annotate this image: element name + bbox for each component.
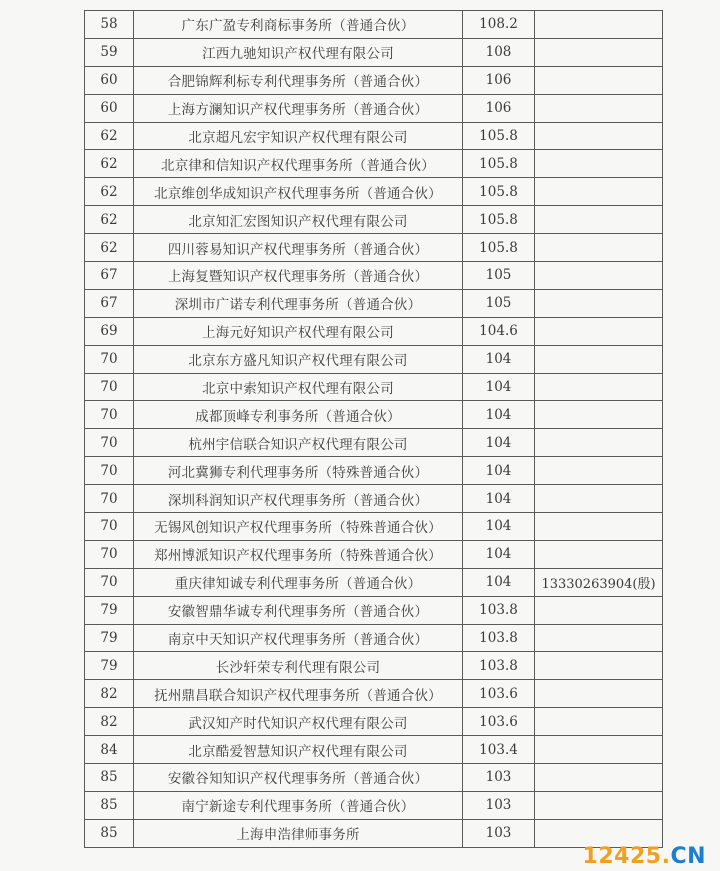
score-cell: 104 xyxy=(463,485,535,513)
rank-cell: 60 xyxy=(85,94,134,122)
rank-cell: 58 xyxy=(85,11,134,39)
agency-name-cell: 北京维创华成知识产权代理事务所（普通合伙） xyxy=(134,178,463,206)
score-cell: 105.8 xyxy=(463,150,535,178)
note-cell xyxy=(535,624,663,652)
agency-name-cell: 杭州宇信联合知识产权代理有限公司 xyxy=(134,429,463,457)
agency-name-cell: 上海方澜知识产权代理事务所（普通合伙） xyxy=(134,94,463,122)
note-cell xyxy=(535,596,663,624)
rank-cell: 67 xyxy=(85,262,134,290)
score-cell: 103 xyxy=(463,764,535,792)
score-cell: 105.8 xyxy=(463,206,535,234)
agency-name-cell: 深圳科润知识产权代理事务所（普通合伙） xyxy=(134,485,463,513)
score-cell: 103.8 xyxy=(463,624,535,652)
rank-cell: 70 xyxy=(85,401,134,429)
note-cell xyxy=(535,38,663,66)
score-cell: 105.8 xyxy=(463,122,535,150)
ranking-table xyxy=(84,10,663,848)
score-cell: 103.6 xyxy=(463,708,535,736)
note-cell xyxy=(535,206,663,234)
note-cell xyxy=(535,150,663,178)
note-cell xyxy=(535,234,663,262)
note-cell xyxy=(535,708,663,736)
score-cell: 103 xyxy=(463,819,535,847)
agency-name-cell: 成都顶峰专利事务所（普通合伙） xyxy=(134,401,463,429)
table-row xyxy=(85,178,663,206)
score-cell: 105 xyxy=(463,289,535,317)
table-row xyxy=(85,596,663,624)
rank-cell: 70 xyxy=(85,373,134,401)
site-watermark xyxy=(583,844,706,869)
note-cell xyxy=(535,736,663,764)
note-cell xyxy=(535,178,663,206)
table-row xyxy=(85,401,663,429)
agency-name-cell: 抚州鼎昌联合知识产权代理事务所（普通合伙） xyxy=(134,680,463,708)
agency-name-cell: 上海复暨知识产权代理事务所（普通合伙） xyxy=(134,262,463,290)
table-row xyxy=(85,429,663,457)
table-row xyxy=(85,150,663,178)
table-row xyxy=(85,94,663,122)
score-cell: 104 xyxy=(463,429,535,457)
note-cell xyxy=(535,262,663,290)
score-cell: 103 xyxy=(463,791,535,819)
table-row xyxy=(85,736,663,764)
score-cell: 105 xyxy=(463,262,535,290)
table-row xyxy=(85,457,663,485)
rank-cell: 70 xyxy=(85,485,134,513)
note-cell xyxy=(535,373,663,401)
score-cell: 103.8 xyxy=(463,596,535,624)
table-row xyxy=(85,66,663,94)
agency-name-cell: 北京酷爱智慧知识产权代理有限公司 xyxy=(134,736,463,764)
note-cell xyxy=(535,680,663,708)
note-cell xyxy=(535,791,663,819)
table-row xyxy=(85,206,663,234)
note-cell xyxy=(535,66,663,94)
score-cell: 106 xyxy=(463,94,535,122)
rank-cell: 79 xyxy=(85,624,134,652)
rank-cell: 70 xyxy=(85,457,134,485)
rank-cell: 62 xyxy=(85,206,134,234)
score-cell: 104 xyxy=(463,457,535,485)
table-row xyxy=(85,708,663,736)
note-cell xyxy=(535,345,663,373)
agency-name-cell: 广东广盈专利商标事务所（普通合伙） xyxy=(134,11,463,39)
note-cell xyxy=(535,457,663,485)
score-cell: 104 xyxy=(463,373,535,401)
rank-cell: 62 xyxy=(85,122,134,150)
rank-cell: 70 xyxy=(85,540,134,568)
score-cell: 103.8 xyxy=(463,652,535,680)
table-row xyxy=(85,11,663,39)
agency-name-cell: 安徽谷知知识产权代理事务所（普通合伙） xyxy=(134,764,463,792)
note-cell xyxy=(535,289,663,317)
ranking-table-body xyxy=(85,11,663,848)
agency-name-cell: 北京东方盛凡知识产权代理有限公司 xyxy=(134,345,463,373)
rank-cell: 62 xyxy=(85,150,134,178)
rank-cell: 82 xyxy=(85,708,134,736)
score-cell: 103.6 xyxy=(463,680,535,708)
rank-cell: 85 xyxy=(85,819,134,847)
agency-name-cell: 长沙轩荣专利代理有限公司 xyxy=(134,652,463,680)
score-cell: 104.6 xyxy=(463,317,535,345)
agency-name-cell: 北京知汇宏图知识产权代理有限公司 xyxy=(134,206,463,234)
rank-cell: 79 xyxy=(85,652,134,680)
rank-cell: 67 xyxy=(85,289,134,317)
agency-name-cell: 江西九驰知识产权代理有限公司 xyxy=(134,38,463,66)
score-cell: 108 xyxy=(463,38,535,66)
note-cell xyxy=(535,764,663,792)
rank-cell: 70 xyxy=(85,568,134,596)
agency-name-cell: 合肥锦辉利标专利代理事务所（普通合伙） xyxy=(134,66,463,94)
rank-cell: 70 xyxy=(85,345,134,373)
agency-name-cell: 深圳市广诺专利代理事务所（普通合伙） xyxy=(134,289,463,317)
score-cell: 105.8 xyxy=(463,178,535,206)
rank-cell: 70 xyxy=(85,513,134,541)
table-row xyxy=(85,122,663,150)
table-row xyxy=(85,791,663,819)
score-cell: 106 xyxy=(463,66,535,94)
rank-cell: 60 xyxy=(85,66,134,94)
score-cell: 103.4 xyxy=(463,736,535,764)
note-cell xyxy=(535,401,663,429)
table-row xyxy=(85,819,663,847)
table-row xyxy=(85,764,663,792)
agency-name-cell: 北京中索知识产权代理有限公司 xyxy=(134,373,463,401)
score-cell: 104 xyxy=(463,540,535,568)
table-row xyxy=(85,262,663,290)
agency-name-cell: 郑州博派知识产权代理事务所（特殊普通合伙） xyxy=(134,540,463,568)
table-row xyxy=(85,540,663,568)
agency-name-cell: 四川蓉易知识产权代理事务所（普通合伙） xyxy=(134,234,463,262)
rank-cell: 82 xyxy=(85,680,134,708)
rank-cell: 62 xyxy=(85,178,134,206)
score-cell: 104 xyxy=(463,513,535,541)
score-cell: 104 xyxy=(463,401,535,429)
watermark-suffix: CN xyxy=(670,844,706,869)
table-row xyxy=(85,485,663,513)
rank-cell: 62 xyxy=(85,234,134,262)
note-cell xyxy=(535,94,663,122)
rank-cell: 79 xyxy=(85,596,134,624)
score-cell: 104 xyxy=(463,345,535,373)
agency-name-cell: 无锡风创知识产权代理事务所（特殊普通合伙） xyxy=(134,513,463,541)
rank-cell: 69 xyxy=(85,317,134,345)
note-cell: 13330263904(殷) xyxy=(535,568,663,596)
agency-name-cell: 北京律和信知识产权代理事务所（普通合伙） xyxy=(134,150,463,178)
rank-cell: 70 xyxy=(85,429,134,457)
watermark-dot: . xyxy=(661,844,671,869)
agency-name-cell: 武汉知产时代知识产权代理有限公司 xyxy=(134,708,463,736)
table-row xyxy=(85,568,663,596)
table-row xyxy=(85,234,663,262)
table-row xyxy=(85,373,663,401)
agency-name-cell: 重庆律知诚专利代理事务所（普通合伙） xyxy=(134,568,463,596)
agency-name-cell: 南京中天知识产权代理事务所（普通合伙） xyxy=(134,624,463,652)
rank-cell: 84 xyxy=(85,736,134,764)
note-cell xyxy=(535,317,663,345)
score-cell: 104 xyxy=(463,568,535,596)
agency-name-cell: 南宁新途专利代理事务所（普通合伙） xyxy=(134,791,463,819)
agency-name-cell: 上海申浩律师事务所 xyxy=(134,819,463,847)
rank-cell: 85 xyxy=(85,791,134,819)
note-cell xyxy=(535,652,663,680)
agency-name-cell: 上海元好知识产权代理有限公司 xyxy=(134,317,463,345)
table-row xyxy=(85,317,663,345)
note-cell xyxy=(535,122,663,150)
watermark-digits: 12425 xyxy=(582,844,662,869)
agency-name-cell: 北京超凡宏宇知识产权代理有限公司 xyxy=(134,122,463,150)
table-row xyxy=(85,680,663,708)
note-cell xyxy=(535,540,663,568)
rank-cell: 59 xyxy=(85,38,134,66)
score-cell: 108.2 xyxy=(463,11,535,39)
score-cell: 105.8 xyxy=(463,234,535,262)
table-row xyxy=(85,652,663,680)
note-cell xyxy=(535,11,663,39)
note-cell xyxy=(535,485,663,513)
note-cell xyxy=(535,429,663,457)
table-row xyxy=(85,345,663,373)
table-row xyxy=(85,513,663,541)
rank-cell: 85 xyxy=(85,764,134,792)
table-row xyxy=(85,624,663,652)
agency-name-cell: 河北冀狮专利代理事务所（特殊普通合伙） xyxy=(134,457,463,485)
table-row xyxy=(85,289,663,317)
agency-name-cell: 安徽智鼎华诚专利代理事务所（普通合伙） xyxy=(134,596,463,624)
table-row xyxy=(85,38,663,66)
note-cell xyxy=(535,513,663,541)
